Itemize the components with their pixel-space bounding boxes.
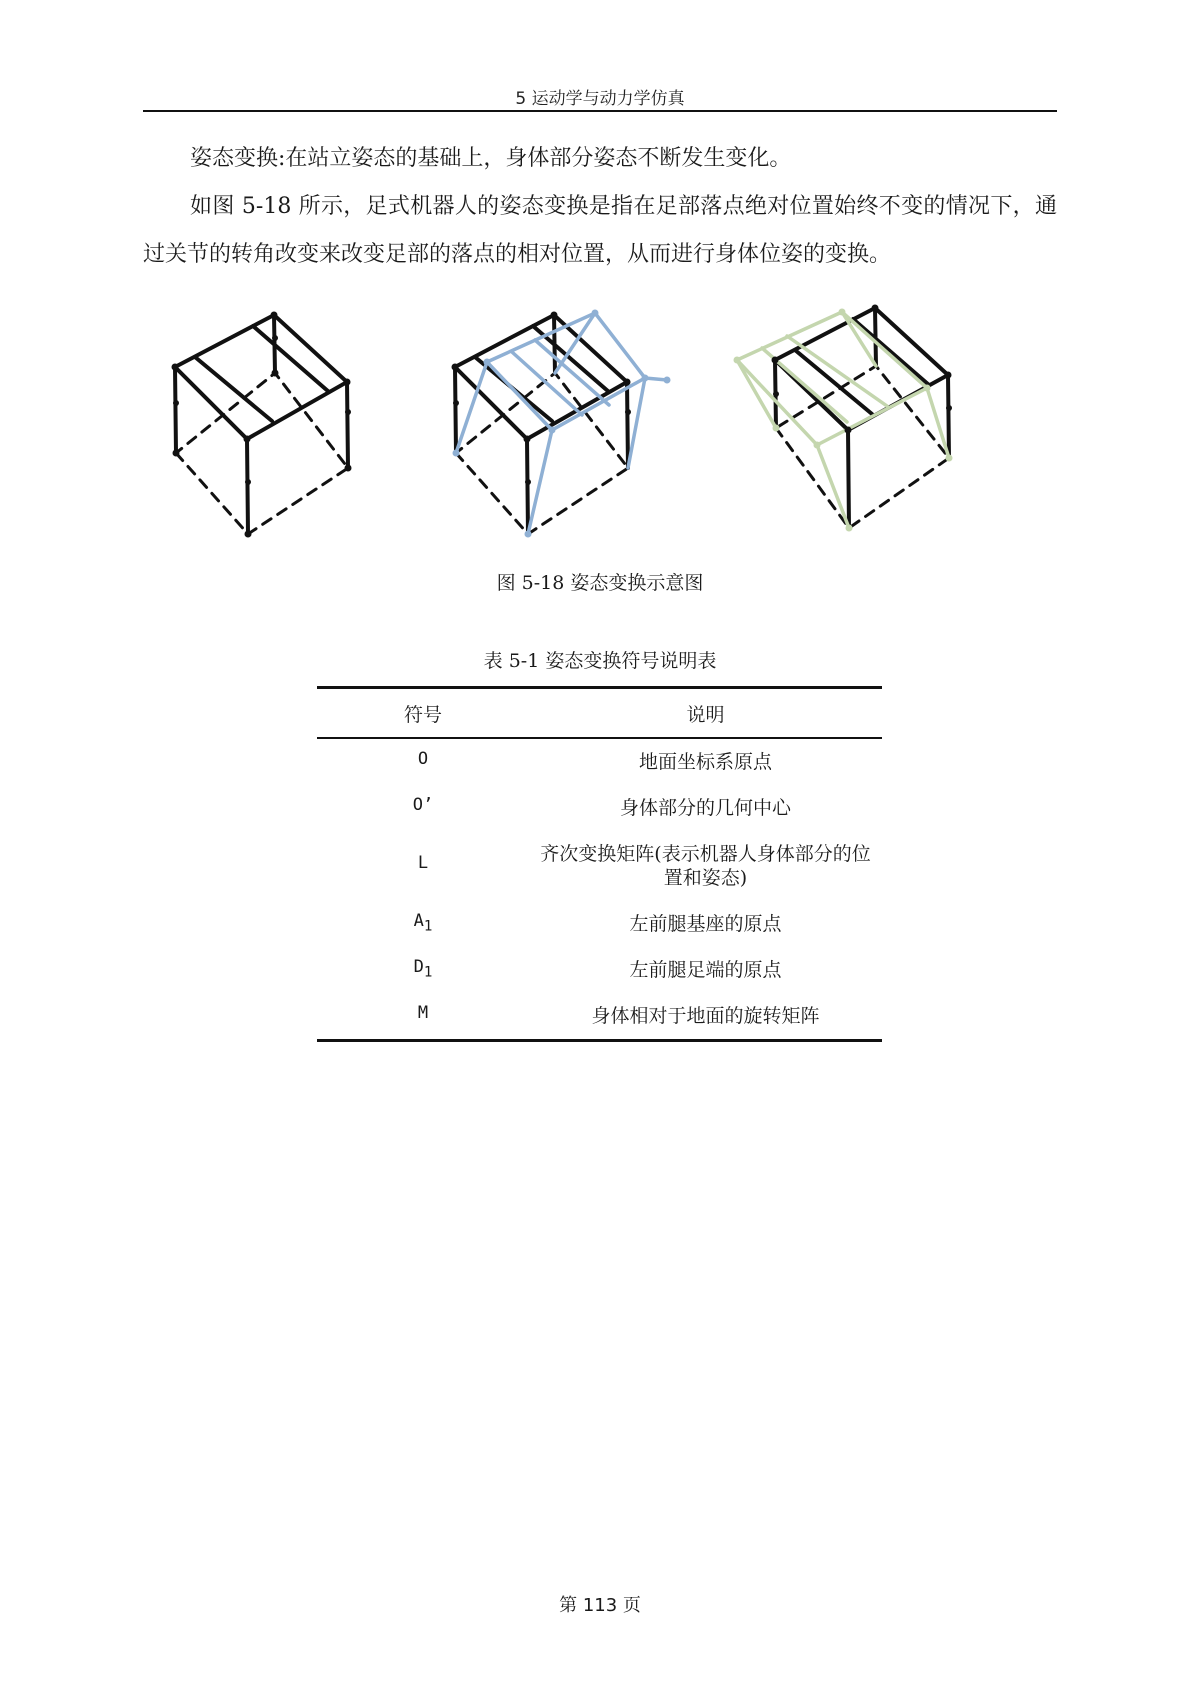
- posture-figure: [147, 290, 1061, 570]
- symbol-cell: L: [417, 853, 429, 874]
- robot-neutral: [172, 312, 352, 538]
- description-cell: 身体相对于地面的旋转矩阵: [591, 1005, 820, 1027]
- header-rule: [143, 110, 1057, 112]
- figure-caption: 图 5-18 姿态变换示意图: [496, 572, 704, 594]
- table-row: [317, 738, 882, 785]
- paragraph-description: 如图 5-18 所示，足式机器人的姿态变换是指在足部落点绝对位置始终不变的情况下，通过关节的转角改变来改变足部的落点的相对位置，从而进行身体位姿的变换。: [143, 194, 1057, 267]
- table-row: [317, 993, 882, 1041]
- posture-diagram: [147, 290, 1061, 570]
- description-cell: 左前腿基座的原点: [629, 913, 782, 935]
- symbol-cell: M: [417, 1003, 429, 1024]
- symbol-table: [317, 686, 882, 1042]
- page-number: 第 113 页: [559, 1595, 641, 1616]
- robot-blue-transform: [452, 310, 671, 538]
- table-row: [317, 947, 882, 993]
- description-cell: 地面坐标系原点: [638, 751, 772, 773]
- symbol-cell: O: [417, 749, 429, 770]
- table-header-row: [317, 688, 882, 739]
- symbol-cell: O’: [412, 795, 434, 816]
- symbol-cell: $D_1$: [413, 957, 433, 981]
- table-row: [317, 785, 882, 831]
- paragraph-intro: 姿态变换:在站立姿态的基础上，身体部分姿态不断发生变化。: [190, 146, 792, 171]
- symbol-cell: $A_1$: [413, 911, 433, 935]
- table-row: [317, 901, 882, 947]
- robot-green-transform: [734, 305, 953, 532]
- header-symbol: 符号: [403, 703, 442, 726]
- description-cell: 齐次变换矩阵(表示机器人身体部分的位置和姿态): [540, 843, 871, 889]
- table-caption: 表 5-1 姿态变换符号说明表: [483, 650, 717, 672]
- running-header: 5 运动学与动力学仿真: [515, 89, 685, 109]
- table-row: [317, 831, 882, 901]
- description-cell: 身体部分的几何中心: [619, 797, 791, 819]
- header-description: 说明: [686, 703, 725, 726]
- description-cell: 左前腿足端的原点: [629, 959, 782, 981]
